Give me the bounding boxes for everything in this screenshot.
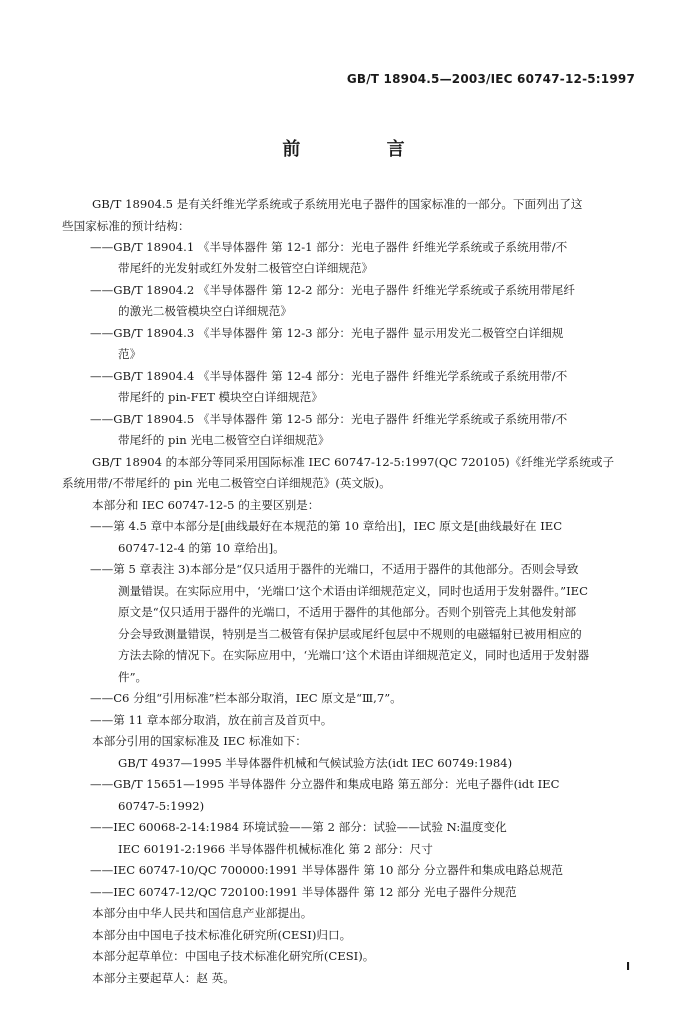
body-line: ——第 11 章本部分取消，放在前言及首页中。	[90, 713, 333, 727]
body-line: ——GB/T 18904.2 《半导体器件 第 12-2 部分：光电子器件 纤维光学系统或子系统用带尾纤	[90, 283, 575, 297]
body-line: 本部分由中国电子技术标准化研究所(CESI)归口。	[92, 928, 352, 942]
body-line: ——GB/T 18904.3 《半导体器件 第 12-3 部分：光电子器件 显示用发光二极管空白详细规	[90, 326, 564, 340]
body-line: 60747-5:1992)	[118, 799, 205, 813]
body-line: 本部分主要起草人：赵 英。	[92, 971, 235, 985]
body-line: 件”。	[118, 670, 148, 684]
body-line: 本部分起草单位：中国电子技术标准化研究所(CESI)。	[92, 949, 375, 963]
body-line: 测量错误。在实际应用中，‘光端口’这个术语由详细规范定义，同时也适用于发射器件。”IEC	[118, 584, 588, 598]
body-line: 范》	[118, 347, 142, 361]
body-line: 本部分由中华人民共和国信息产业部提出。	[92, 906, 313, 920]
body-line: ——GB/T 18904.5 《半导体器件 第 12-5 部分：光电子器件 纤维光学系统或子系统用带/不	[90, 412, 568, 426]
body-line: 分会导致测量错误，特别是当二极管有保护层或尾纤包层中不规则的电磁辐射已被用相应的	[118, 627, 582, 641]
body-line: ——IEC 60747-12/QC 720100:1991 半导体器件 第 12 部分 光电子器件分规范	[90, 885, 517, 899]
body-line: 带尾纤的光发射或红外发射二极管空白详细规范》	[118, 261, 374, 275]
body-line: ——GB/T 18904.4 《半导体器件 第 12-4 部分：光电子器件 纤维光学系统或子系统用带/不	[90, 369, 568, 383]
body-line: 的激光二极管模块空白详细规范》	[118, 304, 292, 318]
body-line: GB/T 18904 的本部分等同采用国际标准 IEC 60747-12-5:1997(QC 720105)《纤维光学系统或子	[92, 455, 615, 469]
body-line: 带尾纤的 pin-FET 模块空白详细规范》	[118, 390, 323, 404]
foreword-title: 前 言	[282, 139, 445, 160]
body-line: GB/T 18904.5 是有关纤维光学系统或子系统用光电子器件的国家标准的一部分。下面列出了这	[92, 197, 583, 211]
body-line: ——C6 分组“引用标准”栏本部分取消，IEC 原文是“Ⅲ,7”。	[90, 691, 402, 705]
body-line: 60747-12-4 的第 10 章给出]。	[118, 541, 285, 555]
body-line: 带尾纤的 pin 光电二极管空白详细规范》	[118, 433, 330, 447]
body-line: 些国家标准的预计结构：	[62, 219, 190, 233]
body-line: 系统用带/不带尾纤的 pin 光电二极管空白详细规范》(英文版)。	[62, 476, 391, 490]
body-line: ——GB/T 15651—1995 半导体器件 分立器件和集成电路 第五部分：光电子器件(idt IEC	[90, 777, 560, 791]
body-line: IEC 60191-2:1966 半导体器件机械标准化 第 2 部分：尺寸	[118, 842, 433, 856]
page-number: I	[626, 960, 631, 973]
body-line: ——IEC 60747-10/QC 700000:1991 半导体器件 第 10 部分 分立器件和集成电路总规范	[90, 863, 564, 877]
standard-code-header: GB/T 18904.5—2003/IEC 60747-12-5:1997	[346, 72, 635, 86]
body-line: ——GB/T 18904.1 《半导体器件 第 12-1 部分：光电子器件 纤维光学系统或子系统用带/不	[90, 240, 568, 254]
body-line: 本部分和 IEC 60747-12-5 的主要区别是：	[92, 498, 320, 512]
body-line: 原文是“仅只适用于器件的光端口，不适用于器件的其他部分。否则个别管壳上其他发射部	[118, 605, 577, 619]
body-line: 本部分引用的国家标准及 IEC 标准如下：	[92, 734, 307, 748]
body-line: 方法去除的情况下。在实际应用中，‘光端口’这个术语由详细规范定义，同时也适用于发射器	[118, 648, 590, 662]
body-line: GB/T 4937—1995 半导体器件机械和气候试验方法(idt IEC 60749:1984)	[118, 756, 513, 770]
body-line: ——第 5 章表注 3)本部分是“仅只适用于器件的光端口，不适用于器件的其他部分。否则会导致	[90, 562, 579, 576]
body-line: ——第 4.5 章中本部分是[曲线最好在本规范的第 10 章给出]，IEC 原文是[曲线最好在 IEC	[90, 519, 563, 533]
body-line: ——IEC 60068-2-14:1984 环境试验——第 2 部分：试验——试验 N:温度变化	[90, 820, 507, 834]
